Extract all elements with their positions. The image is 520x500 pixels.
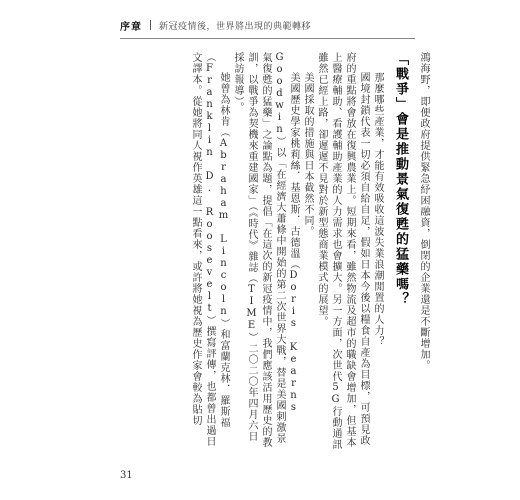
paragraph: 鴻海野，即便政府提供緊急紓困融資，倒閉的企業還是不斷增加。 [418, 52, 429, 371]
paragraph: 美國採取的措施與日本截然不同。 [302, 72, 313, 237]
paragraph: 那麼哪些產業，才能有效吸收這波失業浪潮閒置的人力？ [372, 72, 383, 347]
section-heading: 「戰爭」會是推動景氣復甦的猛藥嗎？ [393, 52, 408, 307]
running-header [120, 14, 311, 36]
header-rule [120, 38, 415, 39]
paragraph: 美國歷史學家桃莉絲．基恩斯．古德溫（Doris Kearns Goodwin）以「在經濟大蕭條中開始的第二次世界大戰，替是美國刺激景氣復甦的猛藥」之論點為題，提倡「在這次的新冠疫情中，我們應該活用歷史的教訓，以戰爭為契機來重建國家」（《時代》雜誌（TIME）二〇二〇年四月六日採訪報導）。 [232, 52, 299, 448]
vertical-text-body [112, 52, 430, 452]
paragraph: 她曾為林肯（Abraham Lincoln）和富蘭克林．羅斯福（Franklin D. Roosevelt）撰寫評傳，也都曾出過日文譯本。從她將同人視作英雄這一點看來，或許將她視為歷史作家會較為貼切 [190, 52, 229, 447]
page-number: 31 [120, 470, 133, 481]
chapter-subtitle: 新冠疫情後，世界將出現的典範轉移 [159, 21, 312, 32]
chapter-label: 序章 [120, 21, 142, 33]
paragraph: 國境封鎖代表一切必須自給自足，假如日本今後以糧食自產為目標，可預見政府的重點將會放在復興農業上。短期來看，雖然物流及超市的職缺會增加，但基本上醫療輔助、看護輔助產業的人力需求也會擴大。另一方面，次世代5G行動通訊雖然已經上路，卻遲遲不見對於新型態商業模式的展望。 [316, 52, 369, 450]
header-separator [150, 20, 151, 30]
